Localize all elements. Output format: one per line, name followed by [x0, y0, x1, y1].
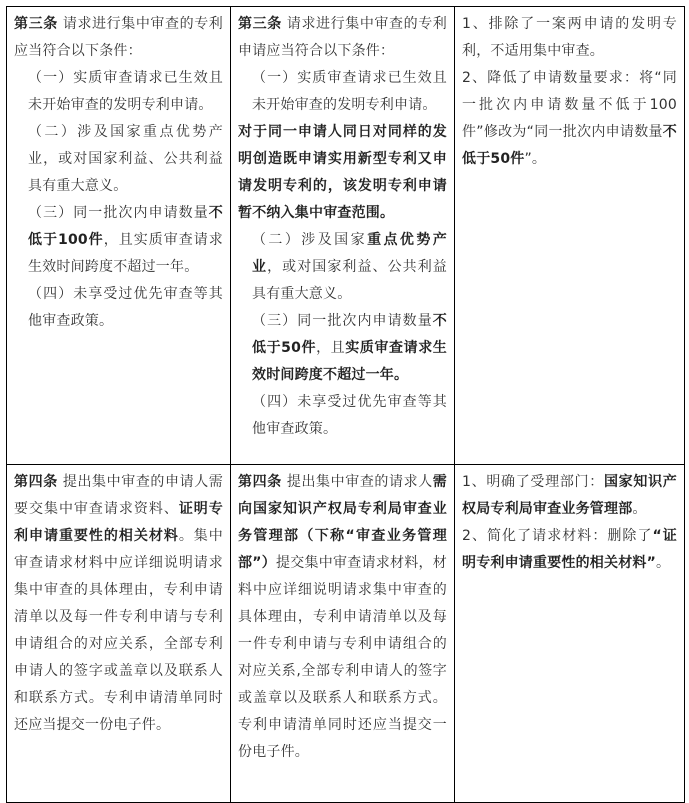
condition-item: （四）未享受过优先审查等其他审查政策。 [28, 286, 223, 329]
note-item: 2、简化了请求材料：删除了“证明专利申请重要性的相关材料”。 [462, 528, 677, 571]
condition-item: （二）涉及国家重点优势产业，或对国家利益、公共利益具有重大意义。 [28, 124, 223, 194]
note-item: 1、明确了受理部门：国家知识产权局专利局审查业务管理部。 [462, 474, 677, 517]
condition-item: （三）同一批次内申请数量不低于100件，且实质审查请求生效时间跨度不超过一年。 [28, 205, 223, 275]
article-label: 第四条 [14, 474, 58, 490]
new-clause: 对于同一申请人同日对同样的发明创造既申请实用新型专利又申请发明专利的，该发明专利申请暂不纳入集中审查范围。 [238, 124, 447, 221]
comparison-table [6, 6, 685, 803]
new-text-cell: 第四条 提出集中审查的请求人需向国家知识产权局专利局审查业务管理部（下称“审查业务管理部”）提交集中审查请求材料，材料中应详细说明请求集中审查的具体理由，专利申请清单以及每一件专利申请与专利申请组合的对应关系,全部专利申请人的签字或盖章以及联系人和联系方式。专利申请清单同时还应当提交一份电子件。 [231, 465, 455, 803]
notes-cell [455, 7, 685, 465]
notes-cell [455, 465, 685, 803]
table-row [7, 465, 685, 803]
table-row [7, 7, 685, 465]
article-label: 第四条 [238, 474, 282, 490]
new-text-cell: 第三条 请求进行集中审查的专利申请应当符合以下条件： （一）实质审查请求已生效且未开始审查的发明专利申请。 对于同一申请人同日对同样的发明创造既申请实用新型专利又申请发明专利的，该发明专利申请暂不纳入集中审查范围。 （二）涉及国家重点优势产业，或对国家利益、公共利益具有重大意义。 （三）同一批次内申请数量不低于50件，且实质审查请求生效时间跨度不超过一年。 （四）未享受过优先审查等其他审查政策。 [231, 7, 455, 465]
condition-item: （二）涉及国家重点优势产业，或对国家利益、公共利益具有重大意义。 [252, 232, 448, 302]
note-item: 1、排除了一案两申请的发明专利，不适用集中审查。 [462, 16, 677, 59]
article-label: 第三条 [14, 16, 58, 32]
old-text-cell: 第四条 提出集中审查的申请人需要交集中审查请求资料、证明专利申请重要性的相关材料。集中审查请求材料中应详细说明请求集中审查的具体理由，专利申请清单以及每一件专利申请与专利申请组合的对应关系，全部专利申请人的签字或盖章以及联系人和联系方式。专利申请清单同时还应当提交一份电子件。 [7, 465, 231, 803]
note-item: 2、降低了申请数量要求：将“同一批次内申请数量不低于100件”修改为“同一批次内申请数量不低于50件”。 [462, 70, 677, 167]
old-text-cell: 第三条 请求进行集中审查的专利应当符合以下条件： （一）实质审查请求已生效且未开始审查的发明专利申请。 （二）涉及国家重点优势产业，或对国家利益、公共利益具有重大意义。 （三）同一批次内申请数量不低于100件，且实质审查请求生效时间跨度不超过一年。 （四）未享受过优先审查等其他审查政策。 [7, 7, 231, 465]
condition-item: （一）实质审查请求已生效且未开始审查的发明专利申请。 [252, 70, 447, 113]
condition-item: （四）未享受过优先审查等其他审查政策。 [252, 394, 447, 437]
article-label: 第三条 [238, 16, 282, 32]
condition-item: （三）同一批次内申请数量不低于50件，且实质审查请求生效时间跨度不超过一年。 [252, 313, 448, 383]
condition-item: （一）实质审查请求已生效且未开始审查的发明专利申请。 [28, 70, 223, 113]
